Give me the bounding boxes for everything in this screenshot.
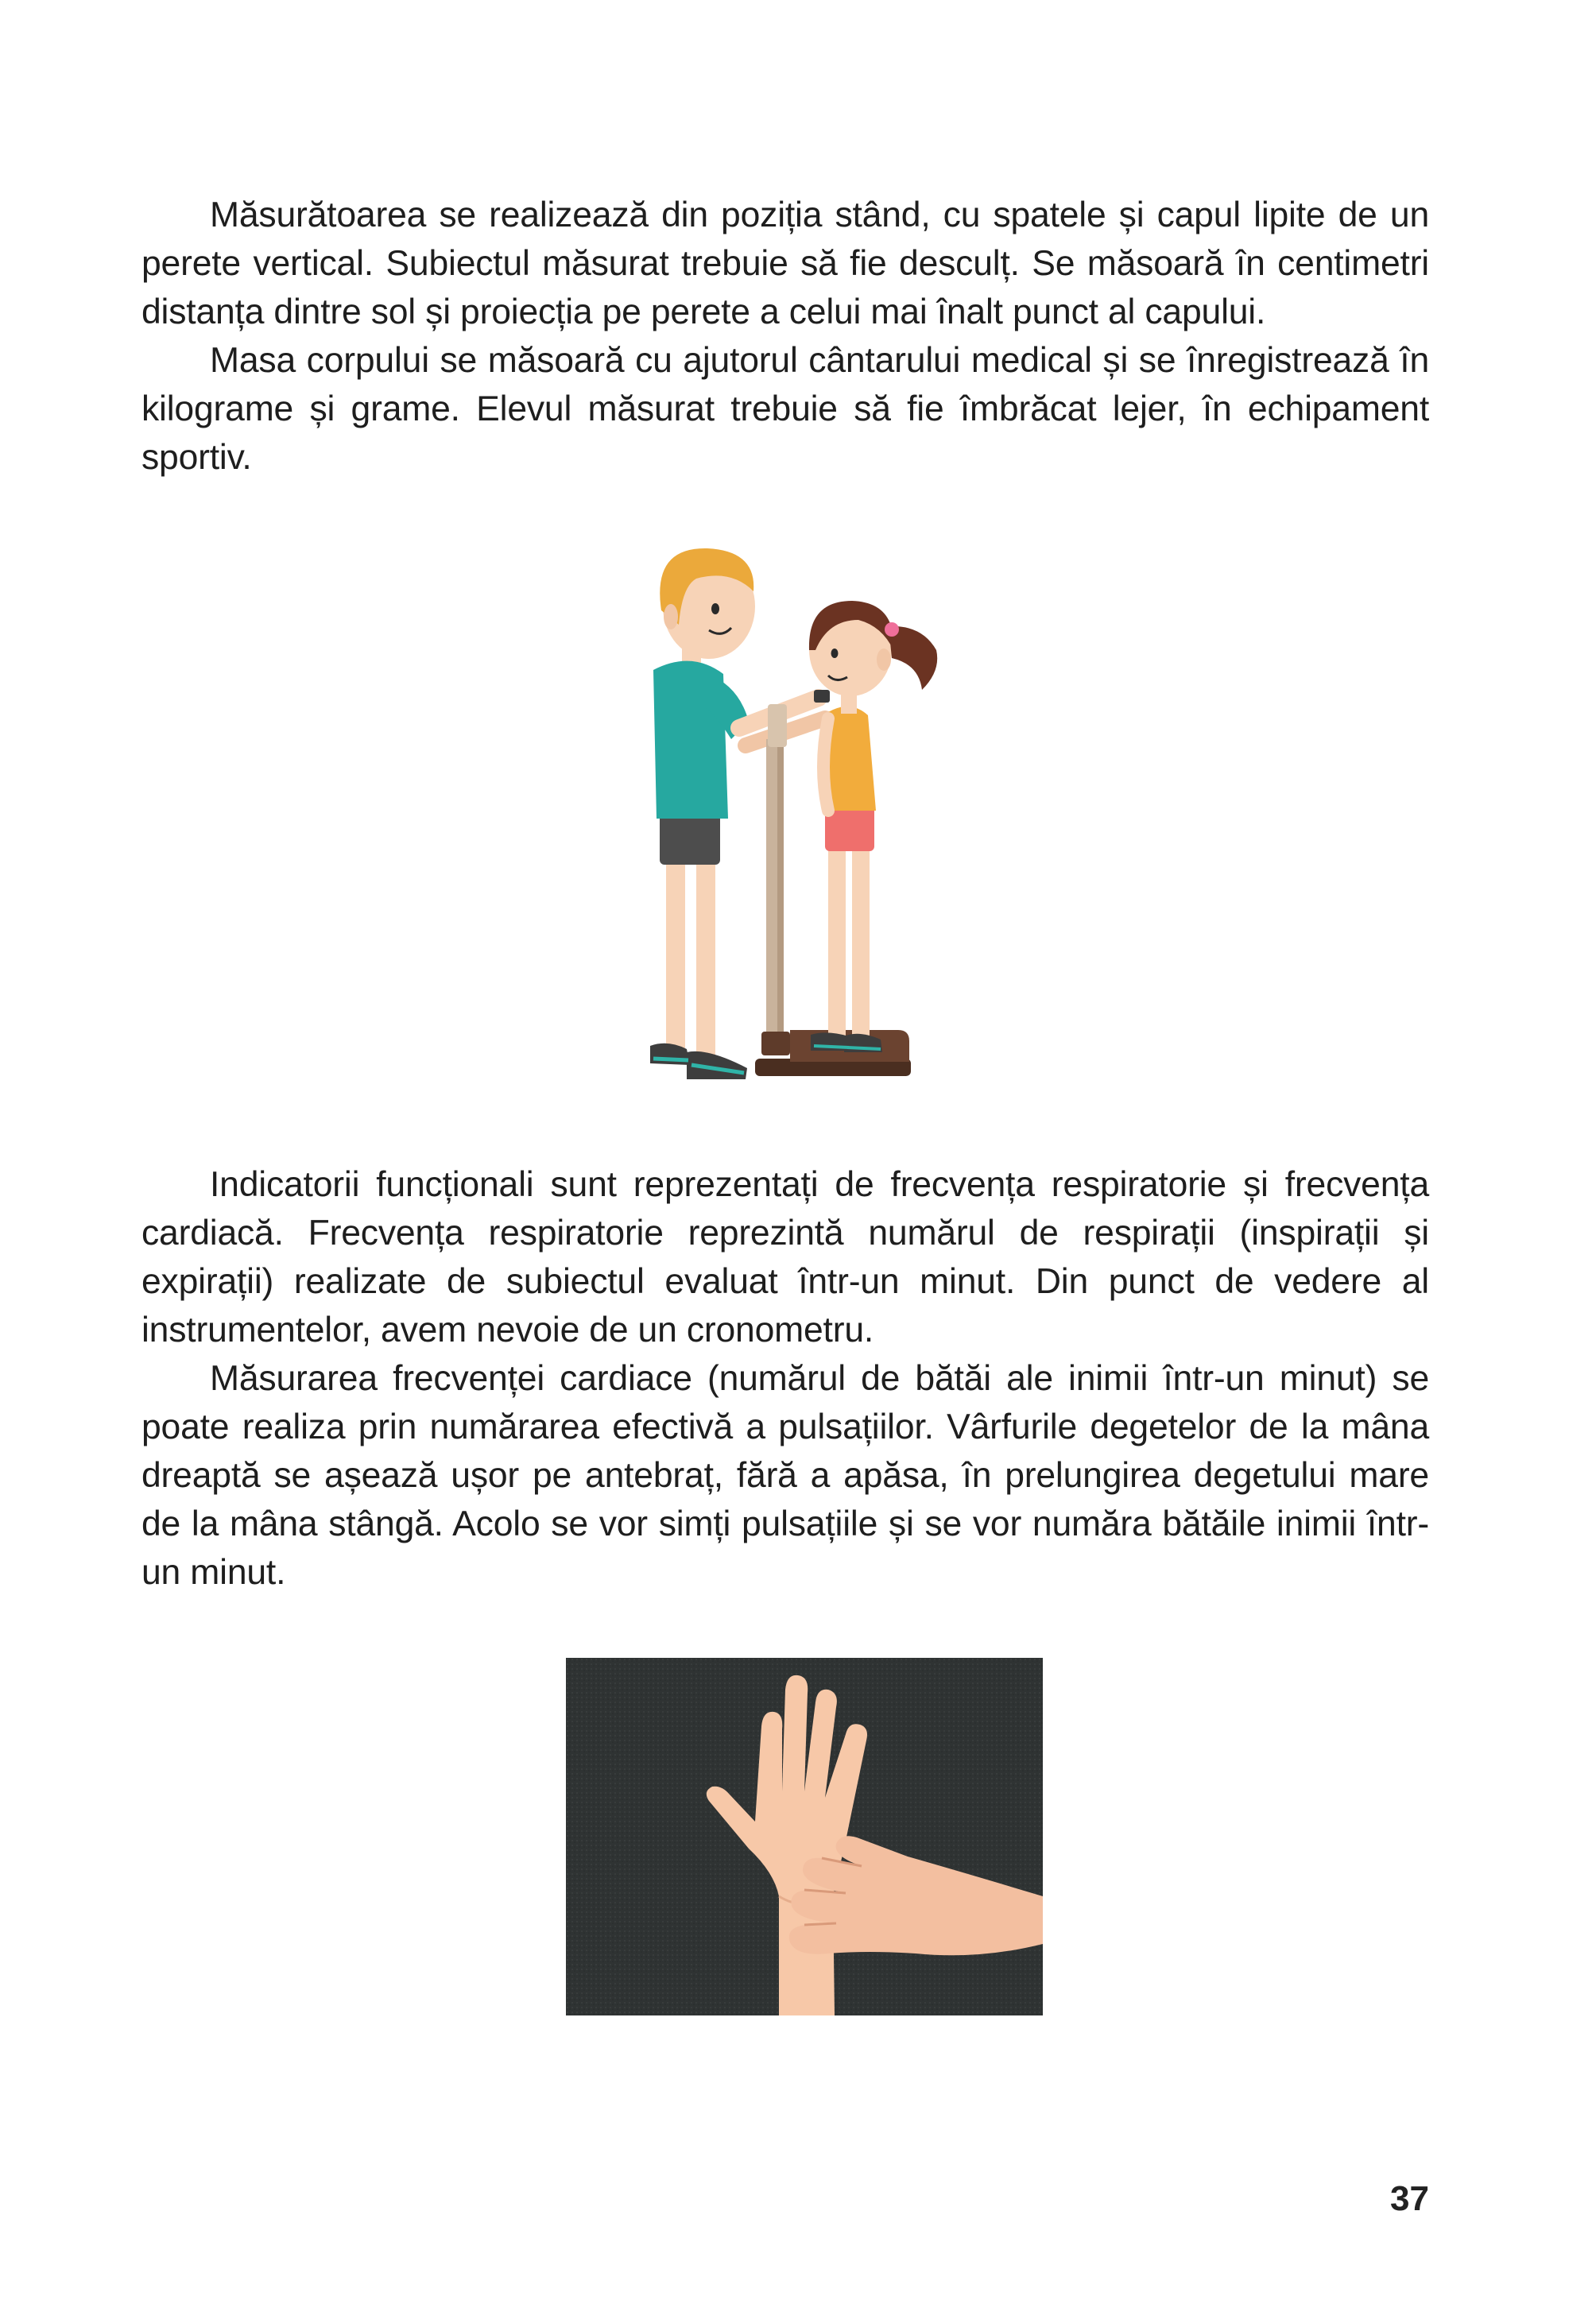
paragraph-body-mass: Masa corpului se măsoară cu ajutorul cântarului medical și se înregistrează în kilograme și grame. Elevul măsurat trebuie să fie îmbrăcat lejer, în echipament sportiv. (141, 341, 1429, 477)
page-number: 37 (1390, 2179, 1429, 2218)
paragraph-heart-rate: Măsurarea frecvenței cardiace (numărul de bătăi ale inimii într-un minut) se poate realiza prin numărarea efectivă a pulsațiilor. Vârfurile degetelor de la mâna dreaptă se așează ușor pe antebraț, fără a apăsa, în prelungirea degetului mare de la mâna stângă. Acolo se vor simți pulsațiile și se vor număra bătăile inimii într-un minut. (141, 1359, 1429, 1592)
boy-figure (650, 548, 825, 1079)
height-measurement-illustration (620, 531, 1001, 1087)
paragraphs-bottom (141, 1160, 1429, 1597)
paragraphs-top (141, 191, 1429, 482)
pulse-measurement-photo (566, 1658, 1043, 2015)
girl-figure (809, 601, 937, 1052)
paragraph-functional-indicators: Indicatorii funcționali sunt reprezentați de frecvența respiratorie și frecvența cardiacă. Frecvența respiratorie reprezintă numărul de respirații (inspirații și expirații) realizate de subiectul evaluat într-un minut. Din punct de vedere al instrumentelor, avem nevoie de un cronometru. (141, 1165, 1429, 1349)
paragraph-height-measurement: Măsurătoarea se realizează din poziția stând, cu spatele și capul lipite de un perete vertical. Subiectul măsurat trebuie să fie desculț. Se măsoară în centimetri distanța dintre sol și proiecția pe perete a celui mai înalt punct al capului. (141, 196, 1429, 331)
